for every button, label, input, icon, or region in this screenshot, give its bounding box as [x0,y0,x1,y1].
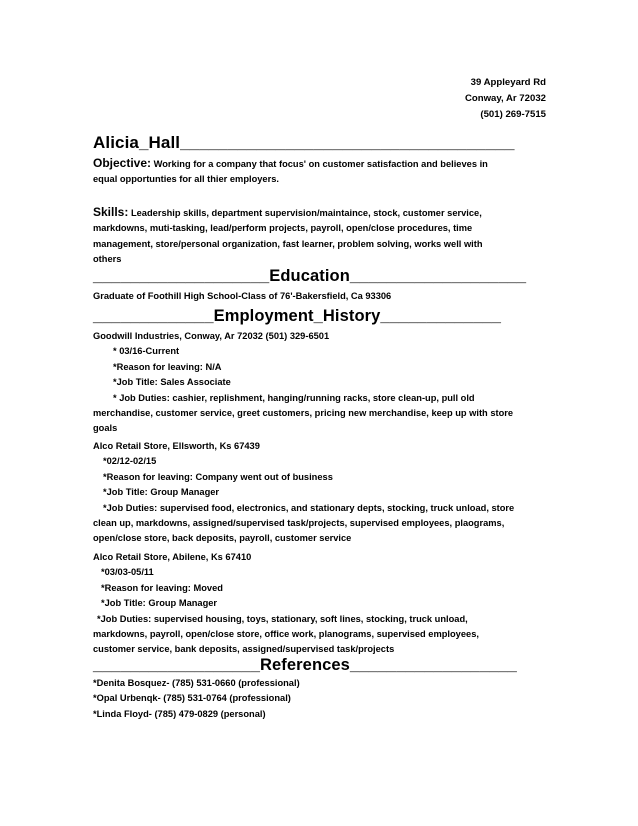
address-street: 39 Appleyard Rd [470,77,546,88]
job-employer: Alco Retail Store, Abilene, Ks 67410 [93,552,252,562]
job-dates: *03/03-05/11 [101,567,154,578]
skills-line-3: management, store/personal organization, fast learner, problem solving, works well with [93,238,483,249]
candidate-name: Alicia_Hall___________________________________ [93,133,515,152]
job-duties: customer service, bank deposits, assigned/supervised task/projects [93,644,395,655]
job-duties: merchandise, customer service, greet customers, pricing new merchandise, keep up with store [93,408,514,419]
job-duties: *Job Duties: supervised housing, toys, stationary, soft lines, stocking, truck unload, [97,613,468,624]
job-entry [93,439,553,547]
job-employer: Goodwill Industries, Conway, Ar 72032 (501) 329-6501 [93,331,330,341]
education-section [93,289,553,304]
job-entry [93,329,553,437]
objective-line-1: Working for a company that focus' on customer satisfaction and believes in [153,159,488,169]
references-heading: __________________References__________________ [93,656,517,674]
skills-line-4: others [93,254,122,265]
education-heading: ___________________Education___________________ [93,267,527,285]
address-city: Conway, Ar 72032 [464,93,546,104]
skills-line-1: Leadership skills, department supervision/maintaince, stock, customer service, [130,208,482,218]
reference-item: *Denita Bosquez- (785) 531-0660 (professional) [93,678,300,688]
reference-item: *Linda Floyd- (785) 479-0829 (personal) [93,708,266,719]
address-phone: (501) 269-7515 [480,109,546,120]
skills-label: Skills: [93,205,129,219]
job-reason: *Reason for leaving: Moved [101,582,223,593]
job-dates: *02/12-02/15 [103,456,157,467]
job-duties: * Job Duties: cashier, replishment, hanging/running racks, store clean-up, pull old [113,392,475,403]
employment-heading: _____________Employment_History_____________ [93,307,502,325]
job-title: *Job Title: Sales Associate [113,377,231,388]
reference-item: *Opal Urbenqk- (785) 531-0764 (professional) [93,693,291,704]
job-duties: markdowns, payroll, open/close store, office work, planograms, supervised employees, [93,629,479,640]
job-title: *Job Title: Group Manager [103,487,220,498]
job-dates: * 03/16-Current [113,346,180,357]
objective-line-2: equal opportunties for all thier employers. [93,174,279,185]
job-entry [93,550,553,658]
job-duties: *Job Duties: supervised food, electronics, and stationary depts, stocking, truck unload, store [103,502,515,513]
skills-line-2: markdowns, muti-tasking, lead/perform projects, payroll, open/close procedures, time [93,223,473,234]
job-title: *Job Title: Group Manager [101,598,218,609]
education-line: Graduate of Foothill High School-Class of 76'-Bakersfield, Ca 93306 [93,291,392,301]
job-reason: *Reason for leaving: Company went out of business [103,471,333,482]
objective-section [93,156,553,188]
job-employer: Alco Retail Store, Ellsworth, Ks 67439 [93,441,260,451]
skills-section [93,205,553,268]
address-block [465,75,546,123]
job-duties: open/close store, back deposits, payroll, customer service [93,533,352,544]
job-duties: clean up, markdowns, assigned/supervised task/projects, supervised employees, plaograms, [93,518,505,529]
job-duties: goals [93,423,118,434]
job-reason: *Reason for leaving: N/A [113,361,222,372]
references-section [93,676,553,722]
objective-label: Objective: [93,156,152,170]
